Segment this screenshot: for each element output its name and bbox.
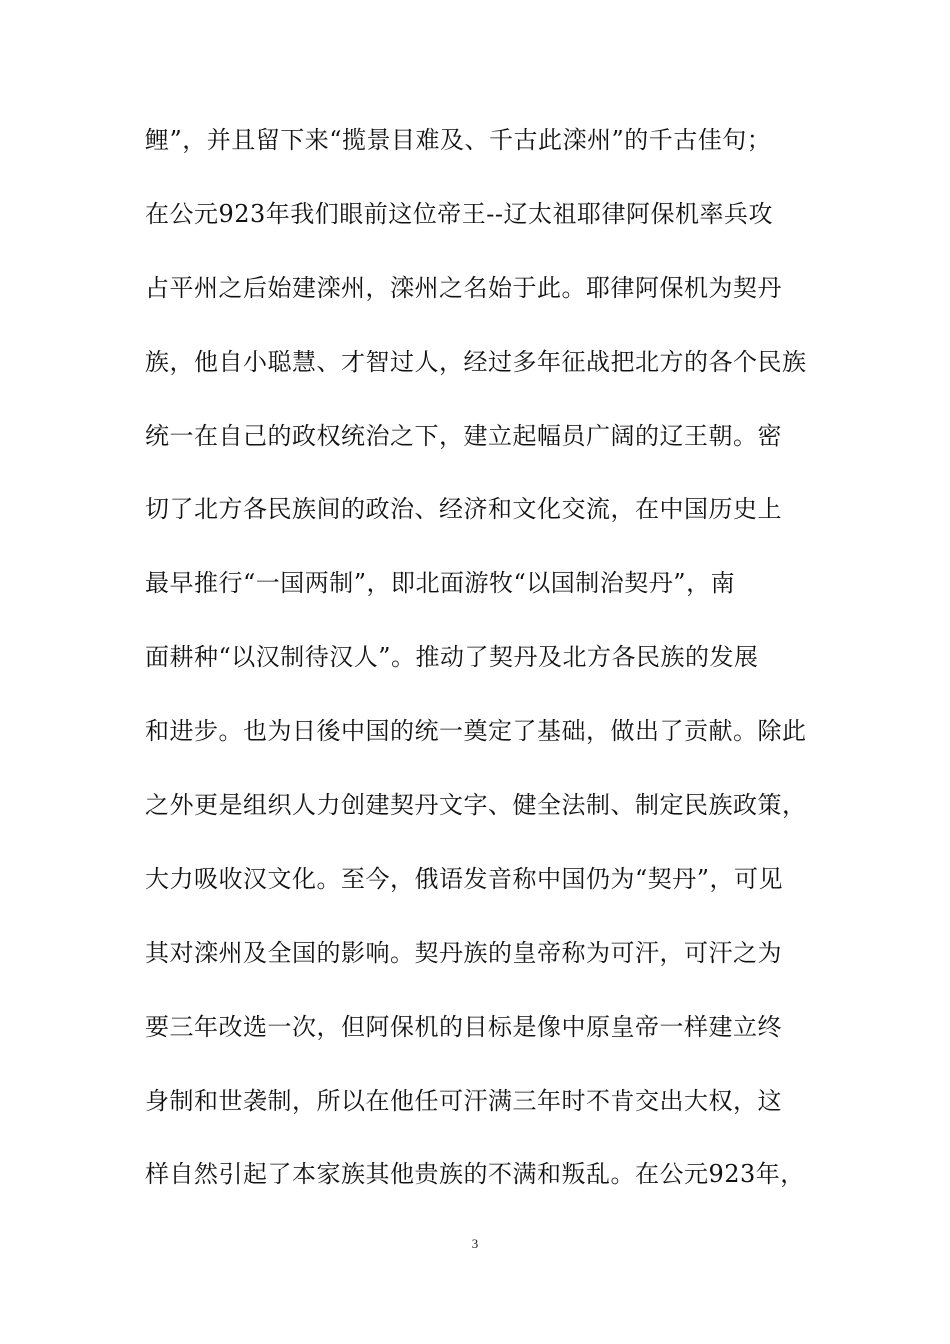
text-line: 样自然引起了本家族其他贵族的不满和叛乱。在公元923年，	[145, 1160, 805, 1189]
text-line: 要三年改选一次，但阿保机的目标是像中原皇帝一样建立终	[145, 1012, 782, 1041]
text-line: 大力吸收汉文化。至今，俄语发音称中国仍为“契丹”，可见	[145, 864, 784, 893]
body-text	[145, 120, 810, 1228]
text-line: 切了北方各民族间的政治、经济和文化交流，在中国历史上	[145, 495, 782, 524]
text-line: 之外更是组织人力创建契丹文字、健全法制、制定民族政策，	[145, 791, 807, 820]
text-line: 占平州之后始建滦州，滦州之名始于此。耶律阿保机为契丹	[145, 273, 782, 302]
text-line: 身制和世袭制，所以在他任可汗满三年时不肯交出大权，这	[145, 1086, 782, 1115]
text-line: 最早推行“一国两制”，即北面游牧“以国制治契丹”，南	[145, 569, 736, 598]
text-line: 面耕种“以汉制待汉人”。推动了契丹及北方各民族的发展	[145, 643, 759, 672]
text-line: 在公元923年我们眼前这位帝王--辽太祖耶律阿保机率兵攻	[145, 199, 774, 228]
text-line: 统一在自己的政权统治之下，建立起幅员广阔的辽王朝。密	[145, 421, 782, 450]
text-line: 和进步。也为日後中国的统一奠定了基础，做出了贡献。除此	[145, 717, 807, 746]
text-line: 鲤”，并且留下来“揽景目难及、千古此滦州”的千古佳句；	[145, 126, 772, 154]
page-number: 3	[471, 1236, 479, 1251]
text-line: 族，他自小聪慧、才智过人，经过多年征战把北方的各个民族	[145, 347, 807, 376]
text-line: 其对滦州及全国的影响。契丹族的皇帝称为可汗，可汗之为	[145, 938, 782, 967]
